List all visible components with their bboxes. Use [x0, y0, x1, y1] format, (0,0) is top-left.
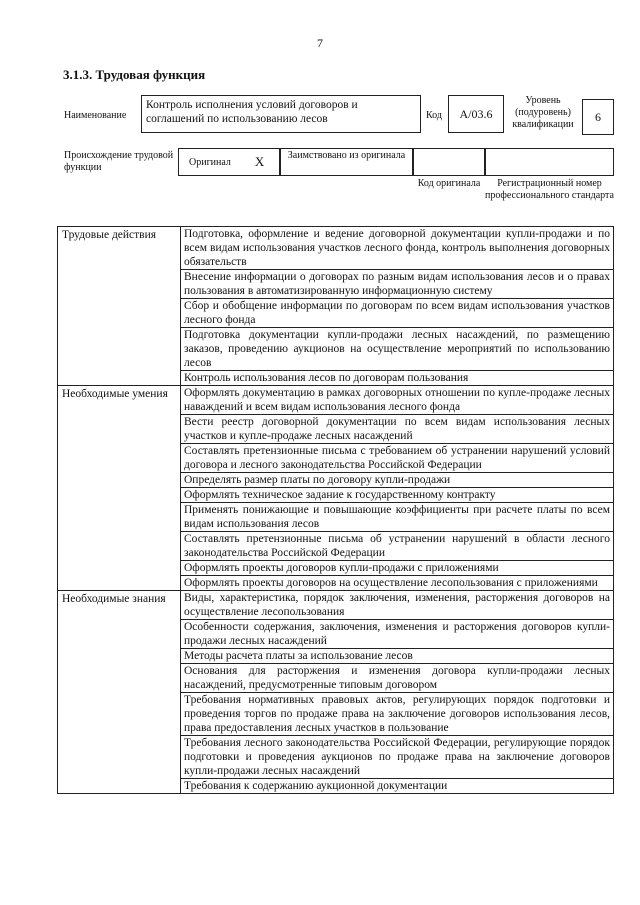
section-item: Вести реестр договорной документации по всем видам использования лесных участков и купле-продаже лесных насаждений [181, 415, 614, 444]
section-item: Особенности содержания, заключения, изменения и расторжения договоров купли-продажи лесных насаждений [181, 620, 614, 649]
level-label: Уровень (подуровень) квалификации [512, 95, 574, 130]
section-item: Внесение информации о договорах по разным видам использования лесов и о правах пользования в автоматизированную информационную систему [181, 270, 614, 299]
name-label: Наименование [64, 110, 127, 121]
level-value: 6 [582, 99, 614, 135]
function-table [57, 226, 614, 794]
section-item: Основания для расторжения и изменения договора купли-продажи лесных насаждений, предусмотренные типовым договором [181, 664, 614, 693]
code-original-label: Код оригинала [417, 178, 481, 189]
original-cell [178, 148, 280, 176]
name-value: Контроль исполнения условий договоров и соглашений по использованию лесов [141, 95, 421, 133]
section-item: Применять понижающие и повышающие коэффициенты при расчете платы по всем видам использования лесов [181, 503, 614, 532]
section-item: Требования нормативных правовых актов, регулирующих порядок подготовки и проведения торгов по продаже права на заключение договоров использования лесов, права предоставления лесных участков в пользование [181, 693, 614, 736]
table-row [58, 386, 614, 415]
code-value: А/03.6 [448, 95, 504, 133]
table-row [58, 591, 614, 620]
code-original-field [413, 148, 485, 176]
code-label: Код [426, 110, 442, 121]
section-item: Требования к содержанию аукционной документации [181, 779, 614, 794]
section-category: Необходимые знания [58, 591, 181, 794]
section-item: Подготовка, оформление и ведение договорной документации купли-продажи и по всем видам использования участков лесного фонда, контроль выполнения договорных обязательств [181, 227, 614, 270]
section-item: Виды, характеристика, порядок заключения, изменения, расторжения договоров на осуществление лесопользования [181, 591, 614, 620]
section-category: Необходимые умения [58, 386, 181, 591]
origin-label: Происхождение трудовой функции [64, 150, 174, 173]
reg-number-field [485, 148, 614, 176]
section-item: Оформлять проекты договоров на осуществление лесопользования с приложениями [181, 576, 614, 591]
reg-number-label: Регистрационный номер профессионального стандарта [485, 178, 614, 201]
original-label: Оригинал [189, 156, 231, 168]
page-number: 7 [317, 36, 323, 50]
section-item: Требования лесного законодательства Российской Федерации, регулирующие порядок подготовки и проведения аукционов по продаже права на заключение договоров купли-продажи лесных насаждений [181, 736, 614, 779]
section-item: Оформлять техническое задание к государственному контракту [181, 488, 614, 503]
borrowed-label: Заимствовано из оригинала [280, 148, 413, 176]
section-title: 3.1.3. Трудовая функция [63, 67, 206, 82]
section-category: Трудовые действия [58, 227, 181, 386]
function-table-body [58, 227, 614, 794]
original-mark: X [254, 154, 265, 169]
section-item: Сбор и обобщение информации по договорам по всем видам использования участков лесного фонда [181, 299, 614, 328]
table-row [58, 227, 614, 270]
section-item: Оформлять документацию в рамках договорных отношении по купле-продаже лесных наваждений и всем видам использования лесного фонда [181, 386, 614, 415]
section-item: Оформлять проекты договоров купли-продажи с приложениями [181, 561, 614, 576]
section-item: Методы расчета платы за использование лесов [181, 649, 614, 664]
section-item: Подготовка документации купли-продажи лесных насаждений, по размещению заказов, проведению аукционов на осуществление мероприятий по использованию лесов [181, 328, 614, 371]
section-item: Контроль использования лесов по договорам пользования [181, 371, 614, 386]
section-item: Определять размер платы по договору купли-продажи [181, 473, 614, 488]
section-item: Составлять претензионные письма об устранении нарушений в области лесного законодательства Российской Федерации [181, 532, 614, 561]
section-item: Составлять претензионные письма с требованием об устранении нарушений условий договора и лесного законодательства Российской Федерации [181, 444, 614, 473]
